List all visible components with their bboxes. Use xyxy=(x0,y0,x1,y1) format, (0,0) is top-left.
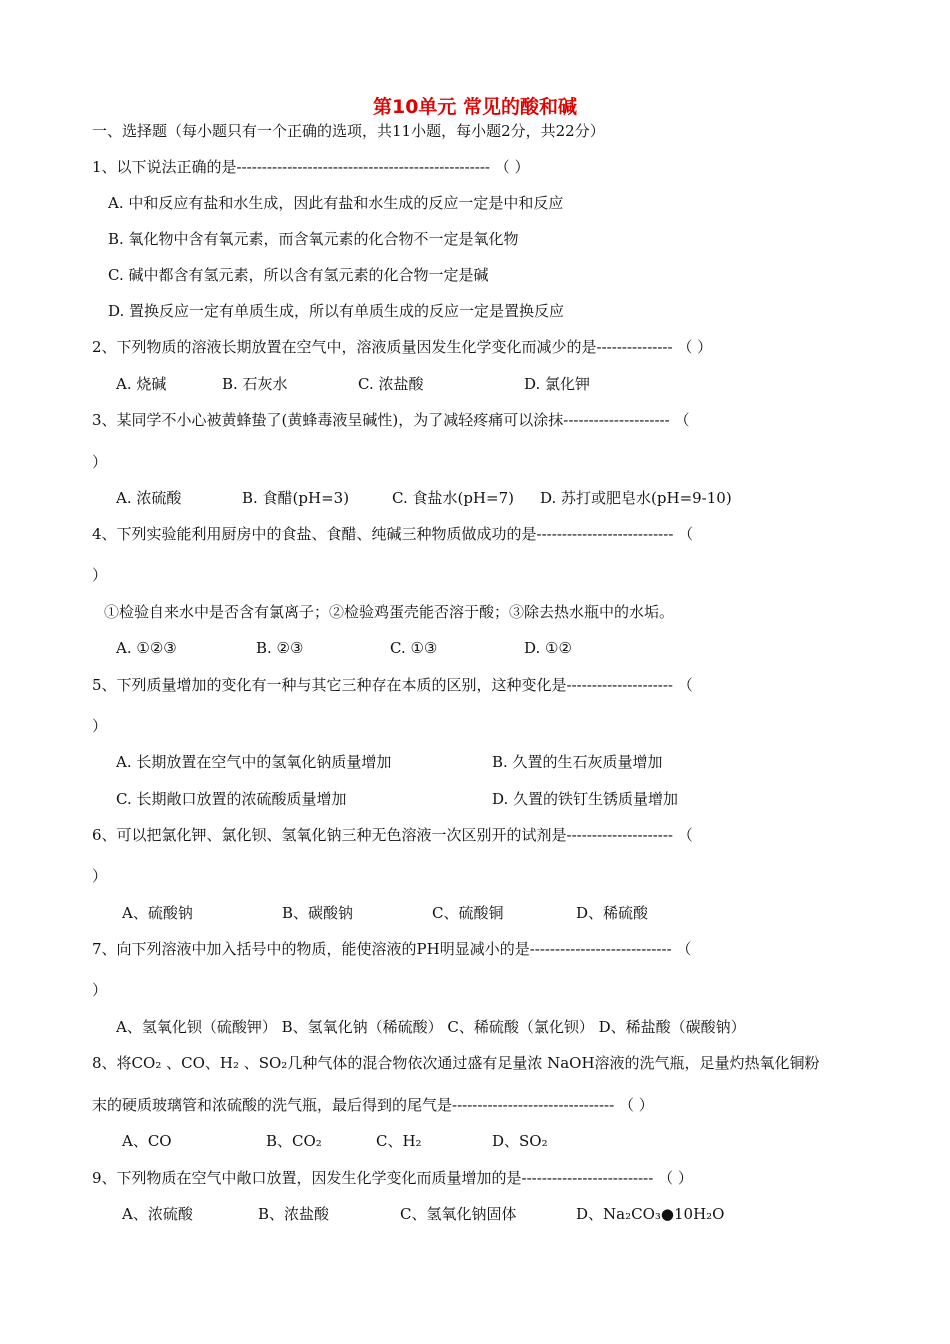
q4-option-b: B. ②③ xyxy=(256,639,304,657)
q7-close-paren: ） xyxy=(92,981,108,999)
q3-option-d: D. 苏打或肥皂水(pH=9-10) xyxy=(540,489,732,507)
q5-option-a: A. 长期放置在空气中的氢氧化钠质量增加 xyxy=(116,753,392,771)
q4-option-c: C. ①③ xyxy=(390,639,438,657)
q7-options: A、氢氧化钡（硫酸钾） B、氢氧化钠（稀硫酸） C、稀硫酸（氯化钡） D、稀盐酸（碳酸钠） xyxy=(116,1018,746,1036)
question-4: 4、下列实验能利用厨房中的食盐、食醋、纯碱三种物质做成功的是--------------------------- （ xyxy=(92,525,694,543)
q1-option-d: D. 置换反应一定有单质生成，所以有单质生成的反应一定是置换反应 xyxy=(108,302,565,320)
question-5: 5、下列质量增加的变化有一种与其它三种存在本质的区别，这种变化是--------------------- （ xyxy=(92,676,693,694)
q9-option-a: A、浓硫酸 xyxy=(122,1205,193,1223)
q3-option-c: C. 食盐水(pH=7) xyxy=(392,489,514,507)
question-2: 2、下列物质的溶液长期放置在空气中，溶液质量因发生化学变化而减少的是--------------- （ ） xyxy=(92,338,713,356)
q2-option-b: B. 石灰水 xyxy=(222,375,288,393)
q5-option-c: C. 长期敞口放置的浓硫酸质量增加 xyxy=(116,790,347,808)
q8-option-d: D、SO₂ xyxy=(492,1132,548,1150)
q3-option-a: A. 浓硫酸 xyxy=(116,489,182,507)
q2-option-c: C. 浓盐酸 xyxy=(358,375,424,393)
question-3: 3、某同学不小心被黄蜂蛰了(黄蜂毒液呈碱性)，为了减轻疼痛可以涂抹--------------------- （ xyxy=(92,411,690,429)
q1-option-b: B. 氧化物中含有氧元素，而含氧元素的化合物不一定是氧化物 xyxy=(108,230,519,248)
question-9: 9、下列物质在空气中敞口放置，因发生化学变化而质量增加的是-------------------------- （ ） xyxy=(92,1169,693,1187)
question-8: 8、将CO₂ 、CO、H₂ 、SO₂几种气体的混合物依次通过盛有足量浓 NaOH溶液的洗气瓶，足量灼热氧化铜粉 xyxy=(92,1054,820,1072)
section-heading: 一、选择题（每小题只有一个正确的选项，共11小题，每小题2分，共22分） xyxy=(92,122,605,140)
q6-option-b: B、碳酸钠 xyxy=(282,904,354,922)
q8-option-c: C、H₂ xyxy=(376,1132,422,1150)
q6-option-d: D、稀硫酸 xyxy=(576,904,649,922)
q4-option-d: D. ①② xyxy=(524,639,572,657)
q5-close-paren: ） xyxy=(92,717,108,735)
q5-option-b: B. 久置的生石灰质量增加 xyxy=(492,753,663,771)
q5-option-d: D. 久置的铁钉生锈质量增加 xyxy=(492,790,679,808)
page-title: 第10单元 常见的酸和碱 xyxy=(372,96,578,118)
q1-option-a: A. 中和反应有盐和水生成，因此有盐和水生成的反应一定是中和反应 xyxy=(108,194,564,212)
q9-option-c: C、氢氧化钠固体 xyxy=(400,1205,517,1223)
question-8-continued: 末的硬质玻璃管和浓硫酸的洗气瓶，最后得到的尾气是-------------------------------- （ ） xyxy=(92,1096,654,1114)
q4-option-a: A. ①②③ xyxy=(116,639,177,657)
q3-close-paren: ） xyxy=(92,453,108,471)
q8-option-b: B、CO₂ xyxy=(266,1132,322,1150)
q4-statements: ①检验自来水中是否含有氯离子；②检验鸡蛋壳能否溶于酸；③除去热水瓶中的水垢。 xyxy=(104,603,675,621)
q8-option-a: A、CO xyxy=(122,1132,172,1150)
q6-close-paren: ） xyxy=(92,867,108,885)
q2-option-a: A. 烧碱 xyxy=(116,375,167,393)
q4-close-paren: ） xyxy=(92,566,108,584)
question-6: 6、可以把氯化钾、氯化钡、氢氧化钠三种无色溶液一次区别开的试剂是--------------------- （ xyxy=(92,826,693,844)
question-1: 1、以下说法正确的是-------------------------------------------------- （ ） xyxy=(92,158,530,176)
q9-option-d: D、Na₂CO₃●10H₂O xyxy=(576,1205,725,1223)
q2-option-d: D. 氯化钾 xyxy=(524,375,591,393)
question-7: 7、向下列溶液中加入括号中的物质，能使溶液的PH明显减小的是---------------------------- （ xyxy=(92,940,692,958)
q6-option-a: A、硫酸钠 xyxy=(122,904,193,922)
q9-option-b: B、浓盐酸 xyxy=(258,1205,330,1223)
q1-option-c: C. 碱中都含有氢元素，所以含有氢元素的化合物一定是碱 xyxy=(108,266,489,284)
q6-option-c: C、硫酸铜 xyxy=(432,904,504,922)
q3-option-b: B. 食醋(pH=3) xyxy=(242,489,350,507)
